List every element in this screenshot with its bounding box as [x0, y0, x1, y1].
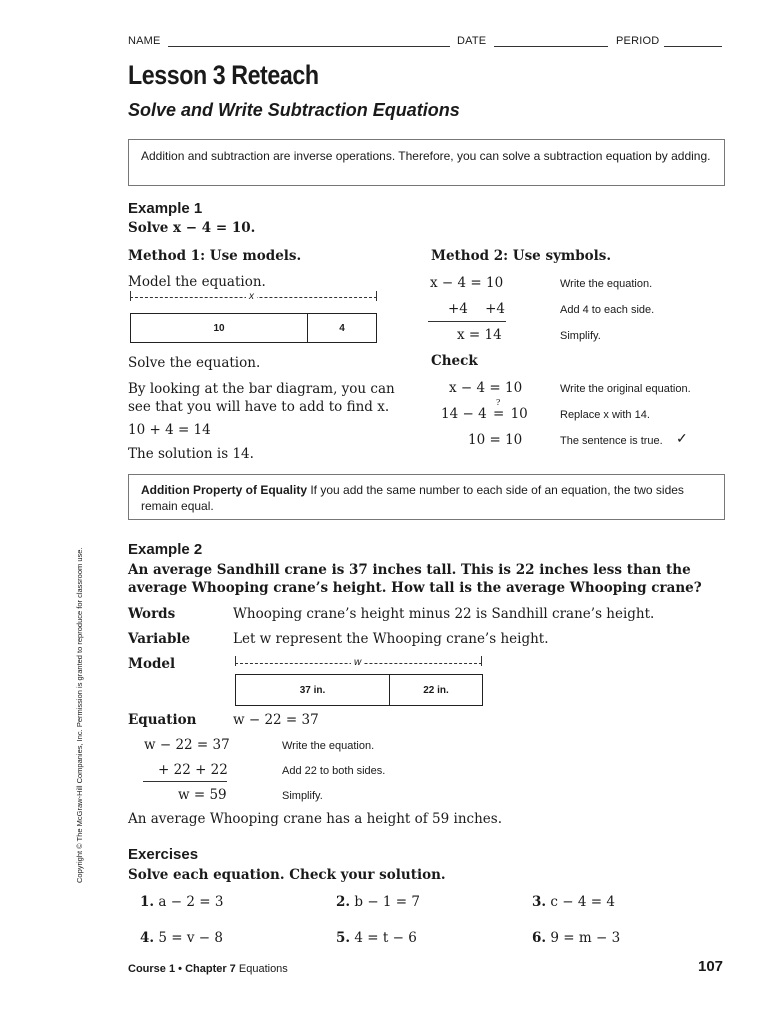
example2-conclusion: An average Whooping crane has a height of 59 inches. — [128, 811, 502, 827]
exercise-2: 2. b − 1 = 7 — [336, 894, 420, 910]
footer-course: Course 1 • Chapter 7 Equations — [128, 963, 288, 975]
bar2-left-cell: 37 in. — [236, 675, 390, 705]
method1-solve-text: Solve the equation. — [128, 355, 261, 371]
bar1-left-cell: 10 — [131, 314, 308, 342]
exercises-heading: Exercises — [128, 846, 199, 863]
ex2-step1-eq: w − 22 = 37 — [144, 737, 230, 753]
ex2-step1-note: Write the equation. — [282, 740, 375, 752]
method1-sum: 10 + 4 = 14 — [128, 422, 211, 438]
method1-explain: By looking at the bar diagram, you can see that you will have to add to find x. — [128, 381, 395, 415]
exercises-instructions: Solve each equation. Check your solution. — [128, 867, 446, 883]
variable-label: Variable — [128, 631, 191, 647]
bar1-total-label: x — [246, 291, 257, 302]
name-label: NAME — [128, 35, 161, 47]
model-label: Model — [128, 656, 176, 672]
property-desc: If you add the same number to each side of an equation, the two sides remain equal. — [141, 483, 684, 513]
intro-box — [128, 139, 725, 186]
example2-heading: Example 2 — [128, 541, 203, 558]
method2-step2-eq: +4 +4 — [448, 301, 505, 317]
bar2-total-label: w — [351, 657, 364, 668]
exercise-4: 4. 5 = v − 8 — [140, 930, 223, 946]
page-subtitle: Solve and Write Subtraction Equations — [128, 100, 460, 120]
bar1-right-cell: 4 — [339, 322, 345, 334]
check2-left: 14 − 4 — [441, 406, 487, 422]
exercise-1: 1. a − 2 = 3 — [140, 894, 224, 910]
exercise-5: 5. 4 = t − 6 — [336, 930, 417, 946]
method2-rule — [428, 321, 506, 322]
words-label: Words — [128, 606, 176, 622]
bar2-right-cell: 22 in. — [423, 684, 449, 696]
example1-heading: Example 1 — [128, 200, 203, 217]
ex2-step3-note: Simplify. — [282, 790, 323, 802]
check3-eq: 10 = 10 — [468, 432, 523, 448]
copyright-notice: Copyright © The McGraw-Hill Companies, Inc. Permission is granted to reproduce for classroom use. — [75, 547, 84, 883]
check2-question: ? — [495, 398, 501, 407]
bar2-brace — [235, 656, 482, 670]
page-number: 107 — [698, 958, 724, 975]
ex2-step3-eq: w = 59 — [178, 787, 227, 803]
words-text: Whooping crane’s height minus 22 is Sandhill crane’s height. — [233, 606, 655, 622]
intro-text: Addition and subtraction are inverse operations. Therefore, you can solve a subtraction equation by adding. — [141, 149, 711, 163]
method2-step3-eq: x = 14 — [457, 327, 502, 343]
period-label: PERIOD — [616, 35, 660, 47]
property-name: Addition Property of Equality — [141, 483, 308, 497]
method2-step1-note: Write the equation. — [560, 278, 653, 290]
name-field[interactable] — [168, 46, 450, 47]
check2-eq — [441, 398, 528, 422]
method1-solution: The solution is 14. — [128, 446, 254, 462]
date-label: DATE — [457, 35, 487, 47]
check2-note: Replace x with 14. — [560, 409, 650, 421]
check-heading: Check — [431, 353, 478, 369]
method2-heading: Method 2: Use symbols. — [431, 248, 612, 264]
property-box — [128, 474, 725, 520]
method1-heading: Method 1: Use models. — [128, 248, 302, 264]
check1-note: Write the original equation. — [560, 383, 691, 395]
method1-model-text: Model the equation. — [128, 274, 266, 290]
ex2-step2-note: Add 22 to both sides. — [282, 765, 386, 777]
period-field[interactable] — [664, 46, 722, 47]
equation-label: Equation — [128, 712, 197, 728]
bar2-diagram — [235, 674, 483, 706]
method2-step3-note: Simplify. — [560, 330, 601, 342]
ex2-step2-eq: + 22 + 22 — [158, 762, 228, 778]
property-text — [141, 482, 712, 514]
check1-eq: x − 4 = 10 — [449, 380, 523, 396]
exercise-6: 6. 9 = m − 3 — [532, 930, 621, 946]
date-field[interactable] — [494, 46, 608, 47]
method2-step2-note: Add 4 to each side. — [560, 304, 655, 316]
checkmark-icon: ✓ — [676, 431, 688, 447]
page-title: Lesson 3 Reteach — [128, 60, 319, 90]
example2-problem: An average Sandhill crane is 37 inches tall. This is 22 inches less than the average Whooping crane’s height. How tall is the average Whooping crane? — [128, 562, 702, 596]
bar1-brace — [130, 291, 377, 305]
equation-text: w − 22 = 37 — [233, 712, 319, 728]
example1-prompt: Solve x − 4 = 10. — [128, 220, 256, 236]
variable-text: Let w represent the Whooping crane’s height. — [233, 631, 549, 647]
check2-right: 10 — [510, 406, 528, 422]
check2-equals: = — [492, 406, 505, 422]
exercise-3: 3. c − 4 = 4 — [532, 894, 615, 910]
check3-note: The sentence is true. — [560, 435, 663, 447]
bar1-diagram — [130, 313, 377, 343]
ex2-rule — [143, 781, 227, 782]
method2-step1-eq: x − 4 = 10 — [430, 275, 504, 291]
